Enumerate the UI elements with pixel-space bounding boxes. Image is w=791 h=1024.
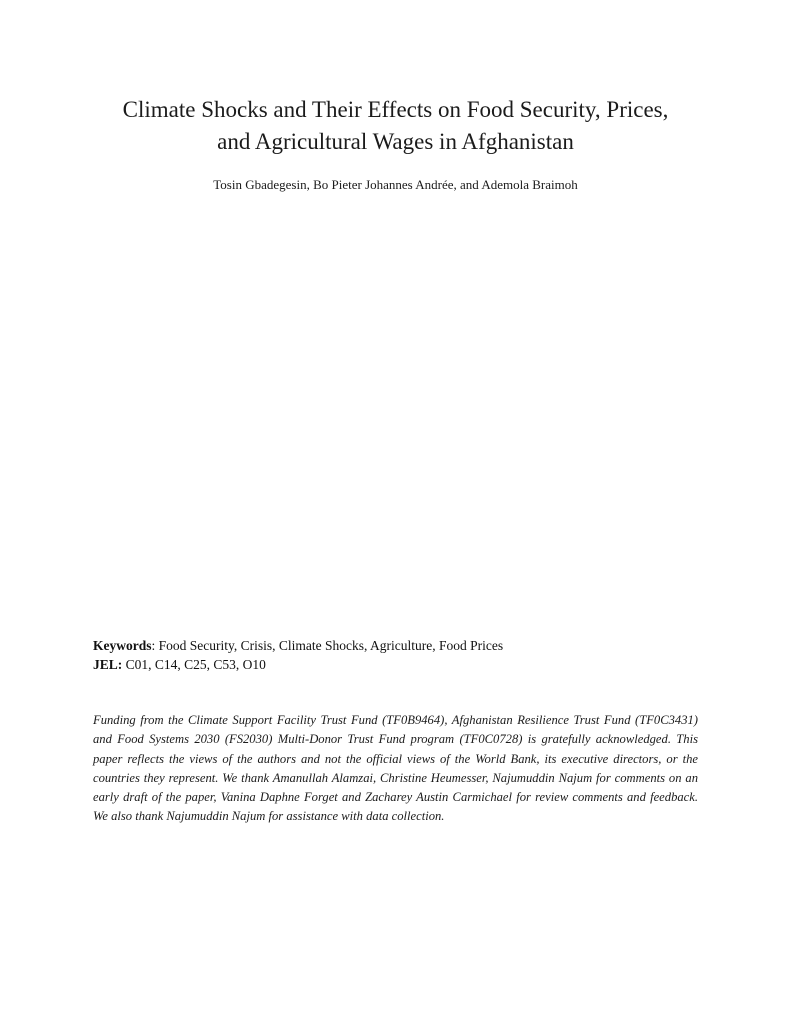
jel-label: JEL: <box>93 657 123 672</box>
keywords-line <box>93 636 703 655</box>
keywords-label: Keywords <box>93 638 152 653</box>
paper-title-line-1: Climate Shocks and Their Effects on Food Security, Prices, <box>122 97 669 122</box>
keywords-value: : Food Security, Crisis, Climate Shocks, Agriculture, Food Prices <box>151 638 504 653</box>
paper-title-line-2: and Agricultural Wages in Afghanistan <box>217 129 574 154</box>
paper-title <box>60 94 731 158</box>
jel-line <box>93 655 703 674</box>
jel-value: C01, C14, C25, C53, O10 <box>122 657 266 672</box>
author-list: Tosin Gbadegesin, Bo Pieter Johannes Andrée, and Ademola Braimoh <box>213 177 578 192</box>
metadata-block <box>93 636 703 674</box>
funding-acknowledgement: Funding from the Climate Support Facility Trust Fund (TF0B9464), Afghanistan Resilience Trust Fund (TF0C3431) and Food Systems 2030 (FS2030) Multi-Donor Trust Fund program (TF0C0728) is gratefully acknowledged. This paper reflects the views of the authors and not the official views of the World Bank, its executive directors, or the countries they represent. We thank Amanullah Alamzai, Christine Heumesser, Najumuddin Najum for comments on an early draft of the paper, Vanina Daphne Forget and Zacharey Austin Carmichael for review comments and feedback. We also thank Najumuddin Najum for assistance with data collection. <box>93 713 698 824</box>
